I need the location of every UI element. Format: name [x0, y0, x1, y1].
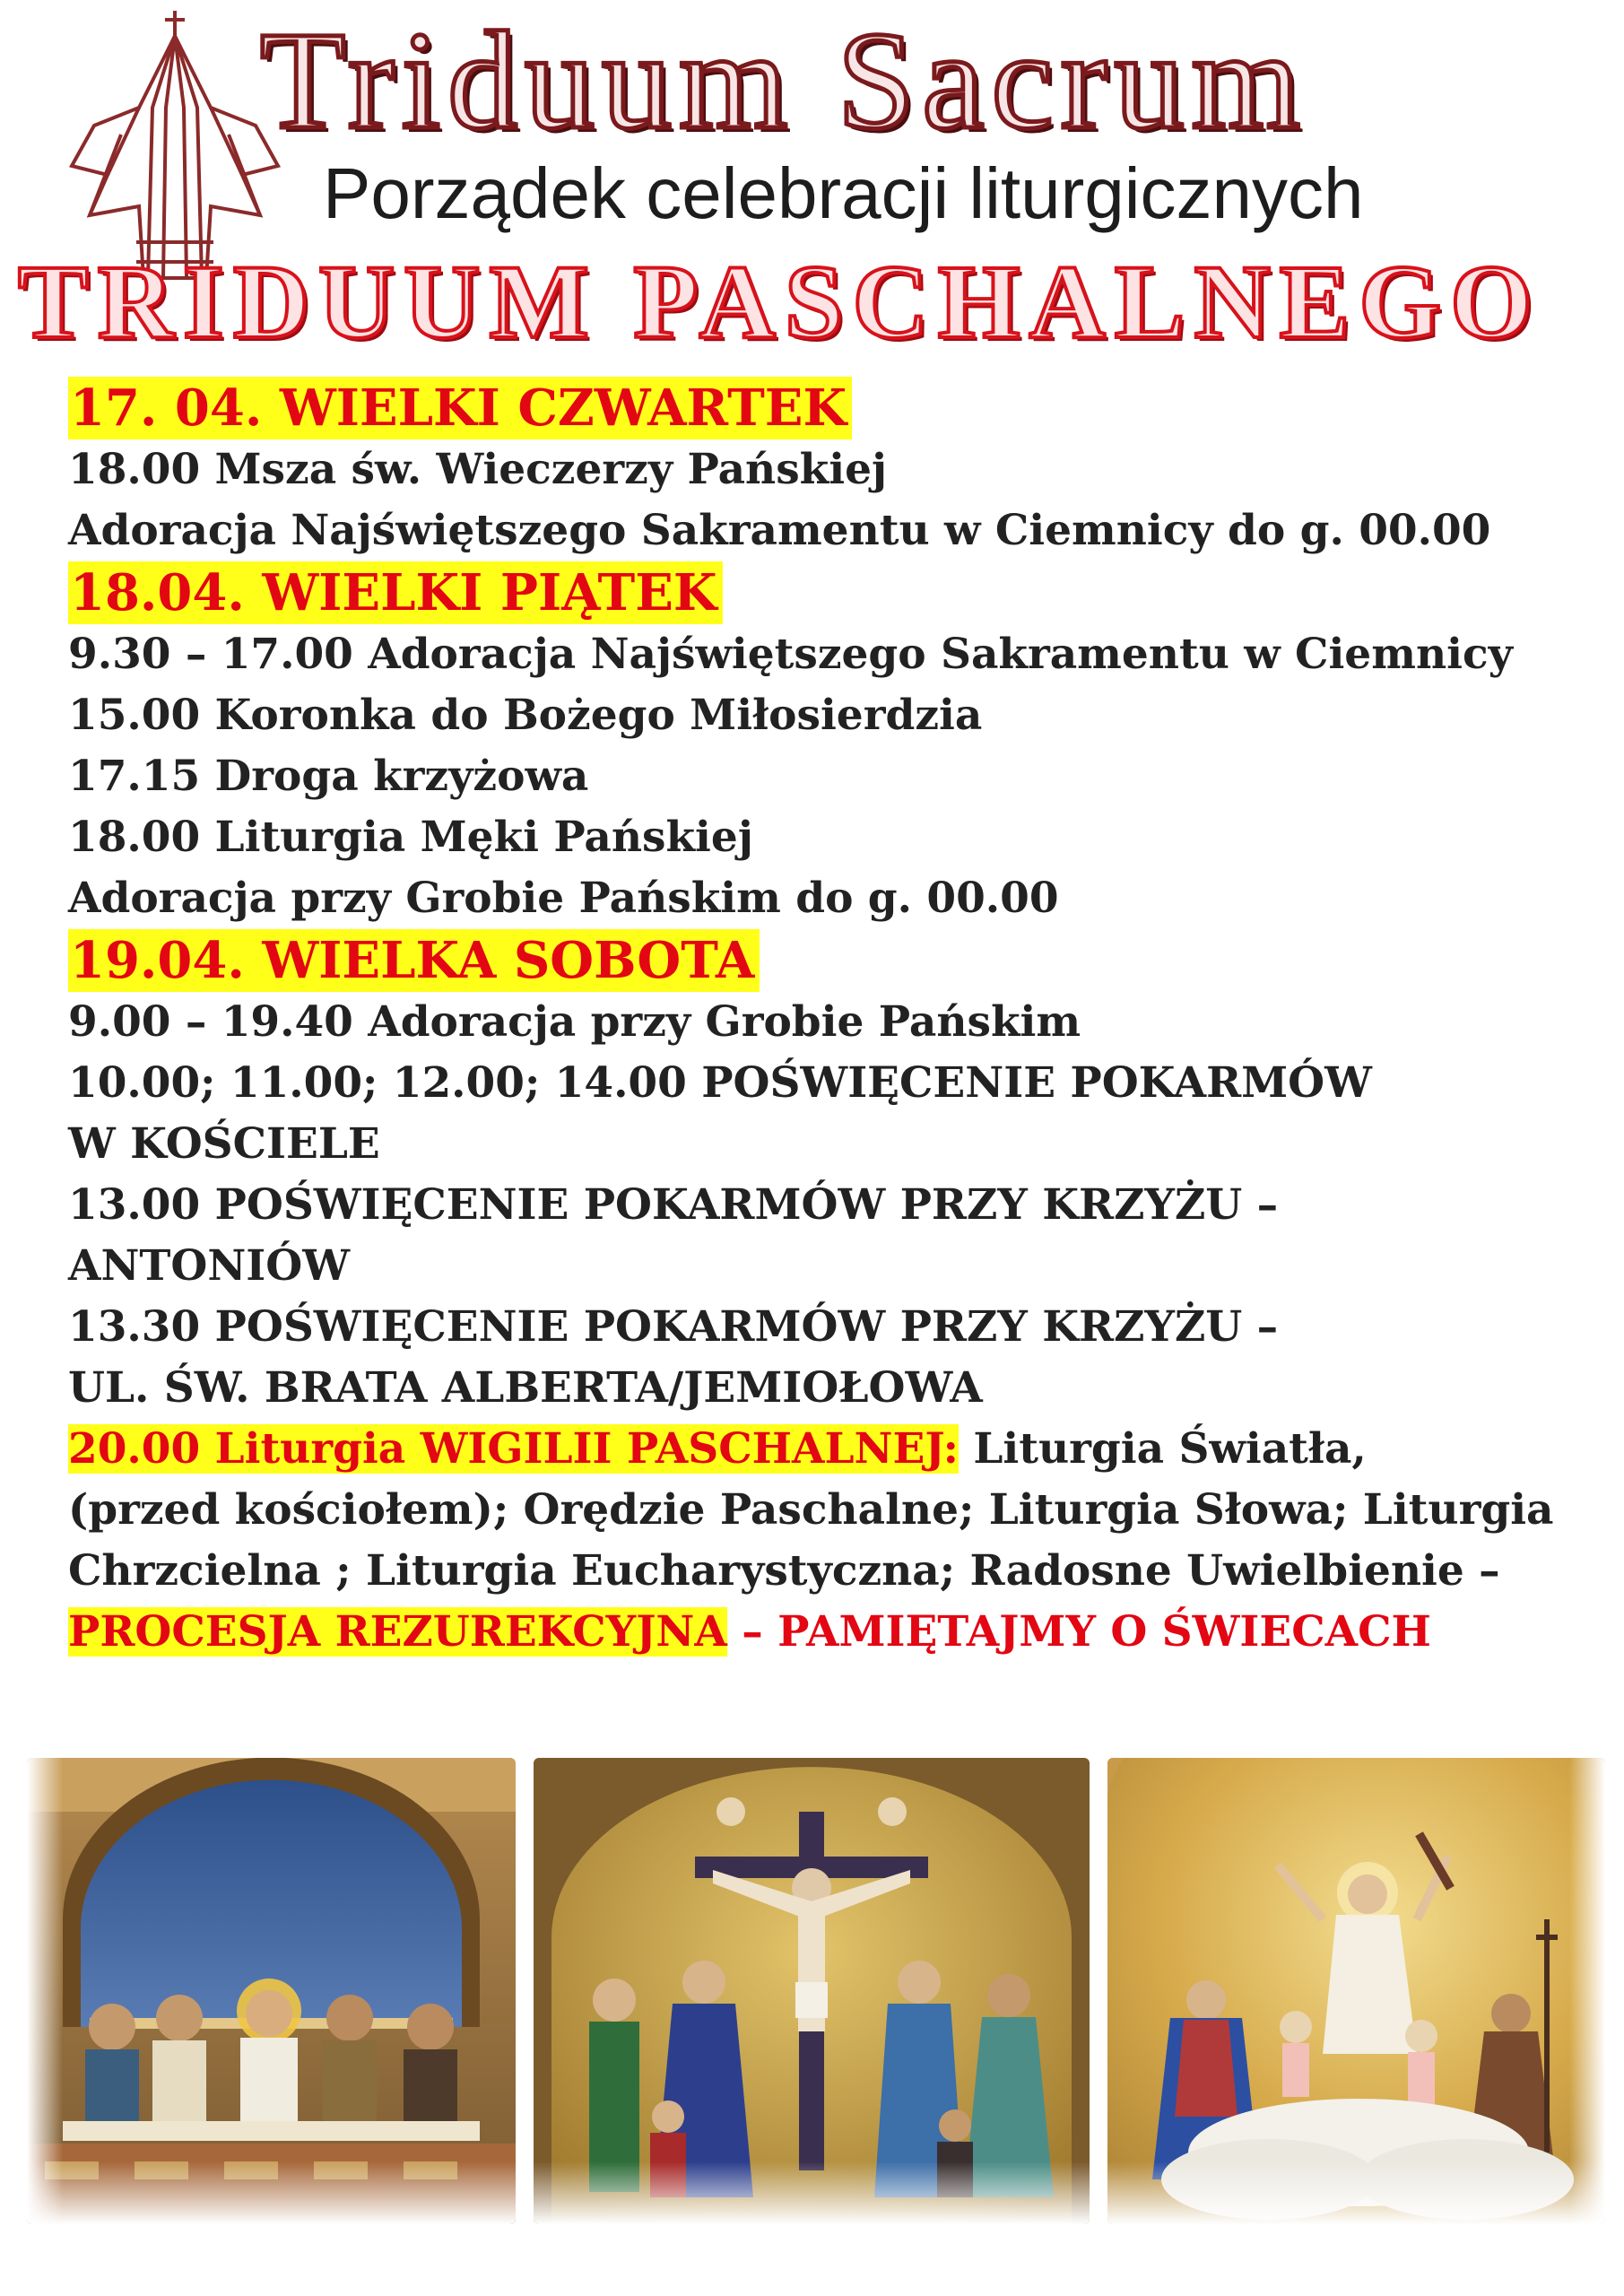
- day-thursday: [68, 377, 1593, 561]
- fade-overlay: [27, 2161, 516, 2224]
- schedule-line: 13.00 POŚWIĘCENIE POKARMÓW PRZY KRZYŻU –: [68, 1180, 1279, 1230]
- schedule: [68, 377, 1593, 1663]
- day-title: 19.04. WIELKA SOBOTA: [68, 929, 760, 992]
- candles-reminder: – PAMIĘTAJMY O ŚWIECACH: [726, 1607, 1431, 1657]
- resurrection-mosaic: [1107, 1758, 1605, 2224]
- vigil-highlight: 20.00 Liturgia WIGILII PASCHALNEJ:: [68, 1424, 960, 1474]
- day-saturday: [68, 929, 1593, 1663]
- fade-overlay: [27, 1758, 63, 2224]
- schedule-line: ANTONIÓW: [68, 1241, 351, 1291]
- schedule-line: 17.15 Droga krzyżowa: [68, 752, 589, 801]
- schedule-line: 13.30 POŚWIĘCENIE POKARMÓW PRZY KRZYŻU –: [68, 1302, 1279, 1352]
- fade-overlay: [1107, 2161, 1605, 2224]
- schedule-line: 9.00 – 19.40 Adoracja przy Grobie Pańskim: [68, 997, 1081, 1047]
- day-title: 18.04. WIELKI PIĄTEK: [68, 561, 723, 624]
- page-subtitle: Porządek celebracji liturgicznych: [323, 153, 1364, 233]
- crucifixion-mosaic: [534, 1758, 1090, 2224]
- vigil-rest: Liturgia Światła,: [959, 1424, 1367, 1474]
- schedule-line: 9.30 – 17.00 Adoracja Najświętszego Sakramentu w Ciemnicy: [68, 630, 1513, 679]
- image-gallery: [27, 1758, 1605, 2224]
- vigil-line: Chrzcielna ; Liturgia Eucharystyczna; Radosne Uwielbienie –: [68, 1546, 1500, 1596]
- vigil-line: [68, 1419, 1593, 1480]
- schedule-line: 15.00 Koronka do Bożego Miłosierdzia: [68, 691, 983, 740]
- schedule-line: 18.00 Liturgia Męki Pańskiej: [68, 813, 753, 862]
- page-title: Triduum Sacrum: [260, 3, 1307, 158]
- schedule-line: W KOŚCIELE: [68, 1119, 380, 1169]
- fade-overlay: [1569, 1758, 1605, 2224]
- day-title: 17. 04. WIELKI CZWARTEK: [68, 377, 852, 439]
- vigil-line: (przed kościołem); Orędzie Paschalne; Liturgia Słowa; Liturgia: [68, 1485, 1554, 1535]
- schedule-line: Adoracja Najświętszego Sakramentu w Ciemnicy do g. 00.00: [68, 506, 1491, 555]
- schedule-line: 18.00 Msza św. Wieczerzy Pańskiej: [68, 445, 887, 494]
- page-heading: TRIDUUM PASCHALNEGO: [18, 243, 1541, 361]
- last-supper-mosaic: [27, 1758, 516, 2224]
- schedule-line: UL. ŚW. BRATA ALBERTA/JEMIOŁOWA: [68, 1363, 983, 1413]
- procession-line: [68, 1602, 1593, 1663]
- procession-highlight: PROCESJA REZUREKCYJNA: [68, 1607, 727, 1657]
- schedule-line: Adoracja przy Grobie Pańskim do g. 00.00: [68, 874, 1059, 923]
- fade-overlay: [534, 2161, 1090, 2224]
- schedule-line: 10.00; 11.00; 12.00; 14.00 POŚWIĘCENIE POKARMÓW: [68, 1058, 1372, 1108]
- day-friday: [68, 561, 1593, 929]
